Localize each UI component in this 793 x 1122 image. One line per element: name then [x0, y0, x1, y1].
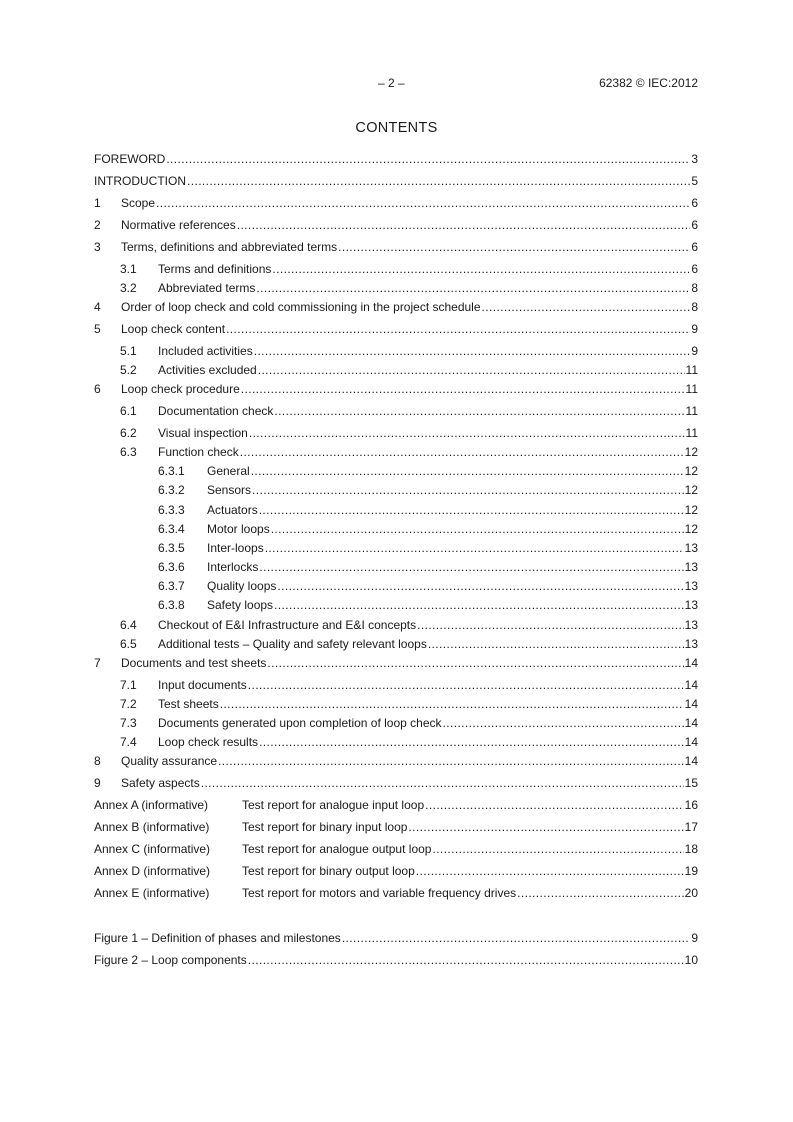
toc-entry-page: 15 [684, 776, 698, 790]
toc-entry-number: 7.4 [120, 735, 137, 749]
toc-entry-title: Checkout of E&I Infrastructure and E&I concepts [158, 618, 417, 632]
toc-entry-page: 11 [685, 382, 698, 396]
toc-leader-dots [248, 678, 684, 693]
toc-entry-page: 11 [685, 363, 698, 377]
toc-entry-title: Inter-loops [207, 541, 264, 555]
toc-entry-page: 12 [684, 522, 698, 536]
toc-entry-5-2[interactable] [94, 363, 698, 378]
toc-leader-dots [259, 503, 684, 518]
toc-entry-page: 6 [691, 262, 698, 276]
toc-leader-dots [274, 598, 684, 613]
toc-entry-page: 13 [684, 541, 698, 555]
toc-leader-dots [249, 426, 685, 441]
toc-entry-title: Activities excluded [158, 363, 257, 377]
toc-entry-title: Normative references [121, 218, 236, 232]
toc-entry-number: 7.3 [120, 716, 137, 730]
toc-leader-dots [240, 445, 684, 460]
toc-entry-page: 14 [684, 754, 698, 768]
toc-entry-title: Sensors [207, 483, 252, 497]
toc-entry-annex-e[interactable] [94, 886, 698, 901]
toc-leader-dots [201, 776, 684, 791]
page-header [0, 76, 793, 92]
toc-entry-title: Documents and test sheets [121, 656, 267, 670]
toc-entry-page: 18 [684, 842, 698, 856]
toc-entry-title: Function check [158, 445, 239, 459]
toc-entry-title: INTRODUCTION [94, 174, 186, 188]
toc-entry-page: 14 [684, 735, 698, 749]
toc-entry-title: Abbreviated terms [158, 281, 256, 295]
toc-entry-page: 14 [684, 697, 698, 711]
toc-entry-foreword[interactable] [94, 152, 698, 167]
toc-entry-page: 12 [684, 483, 698, 497]
toc-entry-7-4[interactable] [94, 735, 698, 750]
toc-entry-9[interactable] [94, 776, 698, 791]
toc-leader-dots [256, 281, 690, 296]
toc-entry-title: Loop check results [158, 735, 259, 749]
toc-leader-dots [428, 637, 684, 652]
toc-leader-dots [265, 541, 684, 556]
toc-entry-page: 17 [684, 820, 698, 834]
toc-entry-page: 11 [685, 404, 698, 418]
toc-leader-dots [338, 240, 690, 255]
toc-entry-title: Additional tests – Quality and safety relevant loops [158, 637, 427, 651]
toc-entry-7[interactable] [94, 656, 698, 671]
toc-leader-dots [482, 300, 691, 315]
toc-annex-label: Annex E (informative) [94, 886, 210, 900]
toc-entry-page: 20 [684, 886, 698, 900]
toc-entry-title: FOREWORD [94, 152, 166, 166]
toc-entry-5-1[interactable] [94, 344, 698, 359]
toc-entry-number: 6.2 [120, 426, 137, 440]
toc-entry-number: 6.3.8 [158, 598, 185, 612]
toc-entry-title: Terms and definitions [158, 262, 272, 276]
toc-leader-dots [277, 579, 683, 594]
toc-entry-page: 11 [685, 426, 698, 440]
toc-annex-label: Annex D (informative) [94, 864, 211, 878]
toc-entry-page: 14 [684, 678, 698, 692]
toc-entry-6-2[interactable] [94, 426, 698, 441]
toc-entry-number: 7.1 [120, 678, 137, 692]
toc-entry-page: 13 [684, 598, 698, 612]
toc-entry-title: Loop check content [121, 322, 226, 336]
toc-leader-dots [259, 560, 683, 575]
toc-entry-number: 6.3.7 [158, 579, 185, 593]
toc-entry-1[interactable] [94, 196, 698, 211]
toc-entry-page: 13 [684, 618, 698, 632]
toc-annex-label: Annex C (informative) [94, 842, 211, 856]
toc-entry-page: 3 [691, 152, 698, 166]
toc-entry-page: 13 [684, 579, 698, 593]
toc-leader-dots [241, 382, 685, 397]
toc-entry-page: 13 [684, 560, 698, 574]
toc-entry-number: 3 [94, 240, 101, 254]
toc-entry-title: Test report for motors and variable frequency drives [242, 886, 517, 900]
toc-entry-annex-a[interactable] [94, 798, 698, 813]
toc-entry-6-3-8[interactable] [94, 598, 698, 613]
toc-annex-label: Annex A (informative) [94, 798, 209, 812]
document-reference: 62382 © IEC:2012 [599, 76, 698, 90]
toc-entry-number: 6.3.2 [158, 483, 185, 497]
toc-entry-6-1[interactable] [94, 404, 698, 419]
toc-entry-6-5[interactable] [94, 637, 698, 652]
toc-entry-number: 6.3.5 [158, 541, 185, 555]
toc-entry-title: Order of loop check and cold commissioning in the project schedule [121, 300, 481, 314]
toc-entry-number: 6.3.6 [158, 560, 185, 574]
toc-entry-title: Interlocks [207, 560, 259, 574]
toc-leader-dots [258, 363, 685, 378]
toc-entry-title: Safety aspects [121, 776, 200, 790]
toc-entry-page: 12 [684, 503, 698, 517]
toc-leader-dots [271, 522, 684, 537]
toc-leader-dots [517, 886, 684, 901]
toc-entry-7-1[interactable] [94, 678, 698, 693]
toc-entry-number: 4 [94, 300, 101, 314]
toc-entry-page: 13 [684, 637, 698, 651]
toc-entry-title: Included activities [158, 344, 253, 358]
toc-leader-dots [417, 618, 684, 633]
toc-entry-4[interactable] [94, 300, 698, 315]
toc-entry-page: 5 [691, 174, 698, 188]
toc-entry-page: 16 [684, 798, 698, 812]
toc-entry-6-3-3[interactable] [94, 503, 698, 518]
toc-entry-3-2[interactable] [94, 281, 698, 296]
toc-entry-title: Safety loops [207, 598, 274, 612]
toc-entry-title: Test report for analogue input loop [242, 798, 425, 812]
toc-leader-dots [166, 152, 690, 167]
toc-entry-6-3-7[interactable] [94, 579, 698, 594]
toc-entry-page: 6 [691, 196, 698, 210]
toc-entry-title: Figure 2 – Loop components [94, 953, 247, 967]
toc-entry-page: 9 [691, 344, 698, 358]
toc-entry-annex-c[interactable] [94, 842, 698, 857]
toc-entry-2[interactable] [94, 218, 698, 233]
toc-entry-title: Test report for binary input loop [242, 820, 408, 834]
toc-entry-5[interactable] [94, 322, 698, 337]
toc-entry-title: Loop check procedure [121, 382, 240, 396]
toc-entry-page: 12 [684, 445, 698, 459]
toc-entry-title: Terms, definitions and abbreviated terms [121, 240, 338, 254]
toc-entry-title: Documents generated upon completion of loop check [158, 716, 442, 730]
toc-entry-number: 6.3.1 [158, 464, 185, 478]
toc-leader-dots [254, 344, 691, 359]
toc-entry-title: Visual inspection [158, 426, 248, 440]
toc-leader-dots [156, 196, 690, 211]
toc-leader-dots [251, 464, 684, 479]
toc-entry-title: General [207, 464, 250, 478]
toc-entry-number: 6 [94, 382, 101, 396]
toc-entry-annex-b[interactable] [94, 820, 698, 835]
toc-annex-label: Annex B (informative) [94, 820, 210, 834]
toc-entry-number: 8 [94, 754, 101, 768]
toc-leader-dots [220, 697, 684, 712]
toc-leader-dots [259, 735, 684, 750]
toc-leader-dots [272, 262, 690, 277]
toc-leader-dots [226, 322, 690, 337]
toc-entry-6-3-2[interactable] [94, 483, 698, 498]
toc-entry-7-3[interactable] [94, 716, 698, 731]
toc-leader-dots [416, 864, 684, 879]
toc-entry-number: 6.4 [120, 618, 137, 632]
toc-entry-6-3-5[interactable] [94, 541, 698, 556]
contents-title: CONTENTS [355, 120, 438, 136]
toc-entry-number: 2 [94, 218, 101, 232]
toc-entry-number: 6.1 [120, 404, 137, 418]
toc-entry-page: 19 [684, 864, 698, 878]
toc-entry-8[interactable] [94, 754, 698, 769]
toc-entry-title: Figure 1 – Definition of phases and milestones [94, 931, 341, 945]
page-number: – 2 – [378, 76, 405, 90]
toc-entry-page: 6 [691, 218, 698, 232]
toc-entry-figure-2[interactable] [94, 953, 698, 968]
toc-entry-title: Actuators [207, 503, 258, 517]
toc-leader-dots [342, 931, 691, 946]
toc-entry-number: 6.3.3 [158, 503, 185, 517]
toc-entry-number: 6.5 [120, 637, 137, 651]
toc-entry-page: 14 [684, 716, 698, 730]
toc-entry-6-3[interactable] [94, 445, 698, 460]
toc-entry-annex-d[interactable] [94, 864, 698, 879]
toc-entry-title: Quality assurance [121, 754, 218, 768]
toc-entry-number: 7 [94, 656, 101, 670]
toc-entry-number: 3.2 [120, 281, 137, 295]
toc-entry-title: Documentation check [158, 404, 274, 418]
toc-leader-dots [443, 716, 684, 731]
toc-entry-6-3-4[interactable] [94, 522, 698, 537]
toc-leader-dots [274, 404, 684, 419]
toc-entry-page: 12 [684, 464, 698, 478]
toc-entry-6-3-6[interactable] [94, 560, 698, 575]
toc-entry-number: 5.1 [120, 344, 137, 358]
toc-entry-number: 6.3.4 [158, 522, 185, 536]
toc-entry-page: 10 [684, 953, 698, 967]
toc-entry-7-2[interactable] [94, 697, 698, 712]
toc-entry-number: 7.2 [120, 697, 137, 711]
toc-entry-title: Test sheets [158, 697, 219, 711]
toc-entry-number: 5 [94, 322, 101, 336]
toc-entry-page: 9 [691, 931, 698, 945]
toc-entry-6-3-1[interactable] [94, 464, 698, 479]
toc-entry-6[interactable] [94, 382, 698, 397]
toc-entry-figure-1[interactable] [94, 931, 698, 946]
toc-leader-dots [237, 218, 691, 233]
toc-entry-3-1[interactable] [94, 262, 698, 277]
toc-entry-number: 9 [94, 776, 101, 790]
toc-entry-page: 9 [691, 322, 698, 336]
toc-entry-number: 1 [94, 196, 101, 210]
toc-entry-title: Test report for binary output loop [242, 864, 415, 878]
toc-entry-6-4[interactable] [94, 618, 698, 633]
toc-leader-dots [187, 174, 690, 189]
toc-entry-introduction[interactable] [94, 174, 698, 189]
toc-leader-dots [267, 656, 683, 671]
toc-entry-3[interactable] [94, 240, 698, 255]
toc-entry-title: Input documents [158, 678, 247, 692]
toc-entry-page: 6 [691, 240, 698, 254]
toc-entry-title: Quality loops [207, 579, 277, 593]
toc-entry-page: 8 [691, 300, 698, 314]
toc-leader-dots [432, 842, 683, 857]
toc-entry-title: Test report for analogue output loop [242, 842, 432, 856]
toc-entry-page: 14 [684, 656, 698, 670]
toc-entry-page: 8 [691, 281, 698, 295]
toc-entry-number: 5.2 [120, 363, 137, 377]
toc-leader-dots [425, 798, 684, 813]
toc-entry-title: Motor loops [207, 522, 270, 536]
toc-entry-title: Scope [121, 196, 156, 210]
toc-leader-dots [218, 754, 684, 769]
toc-entry-number: 6.3 [120, 445, 137, 459]
toc-leader-dots [408, 820, 683, 835]
toc-leader-dots [252, 483, 684, 498]
toc-leader-dots [248, 953, 684, 968]
toc-entry-number: 3.1 [120, 262, 137, 276]
